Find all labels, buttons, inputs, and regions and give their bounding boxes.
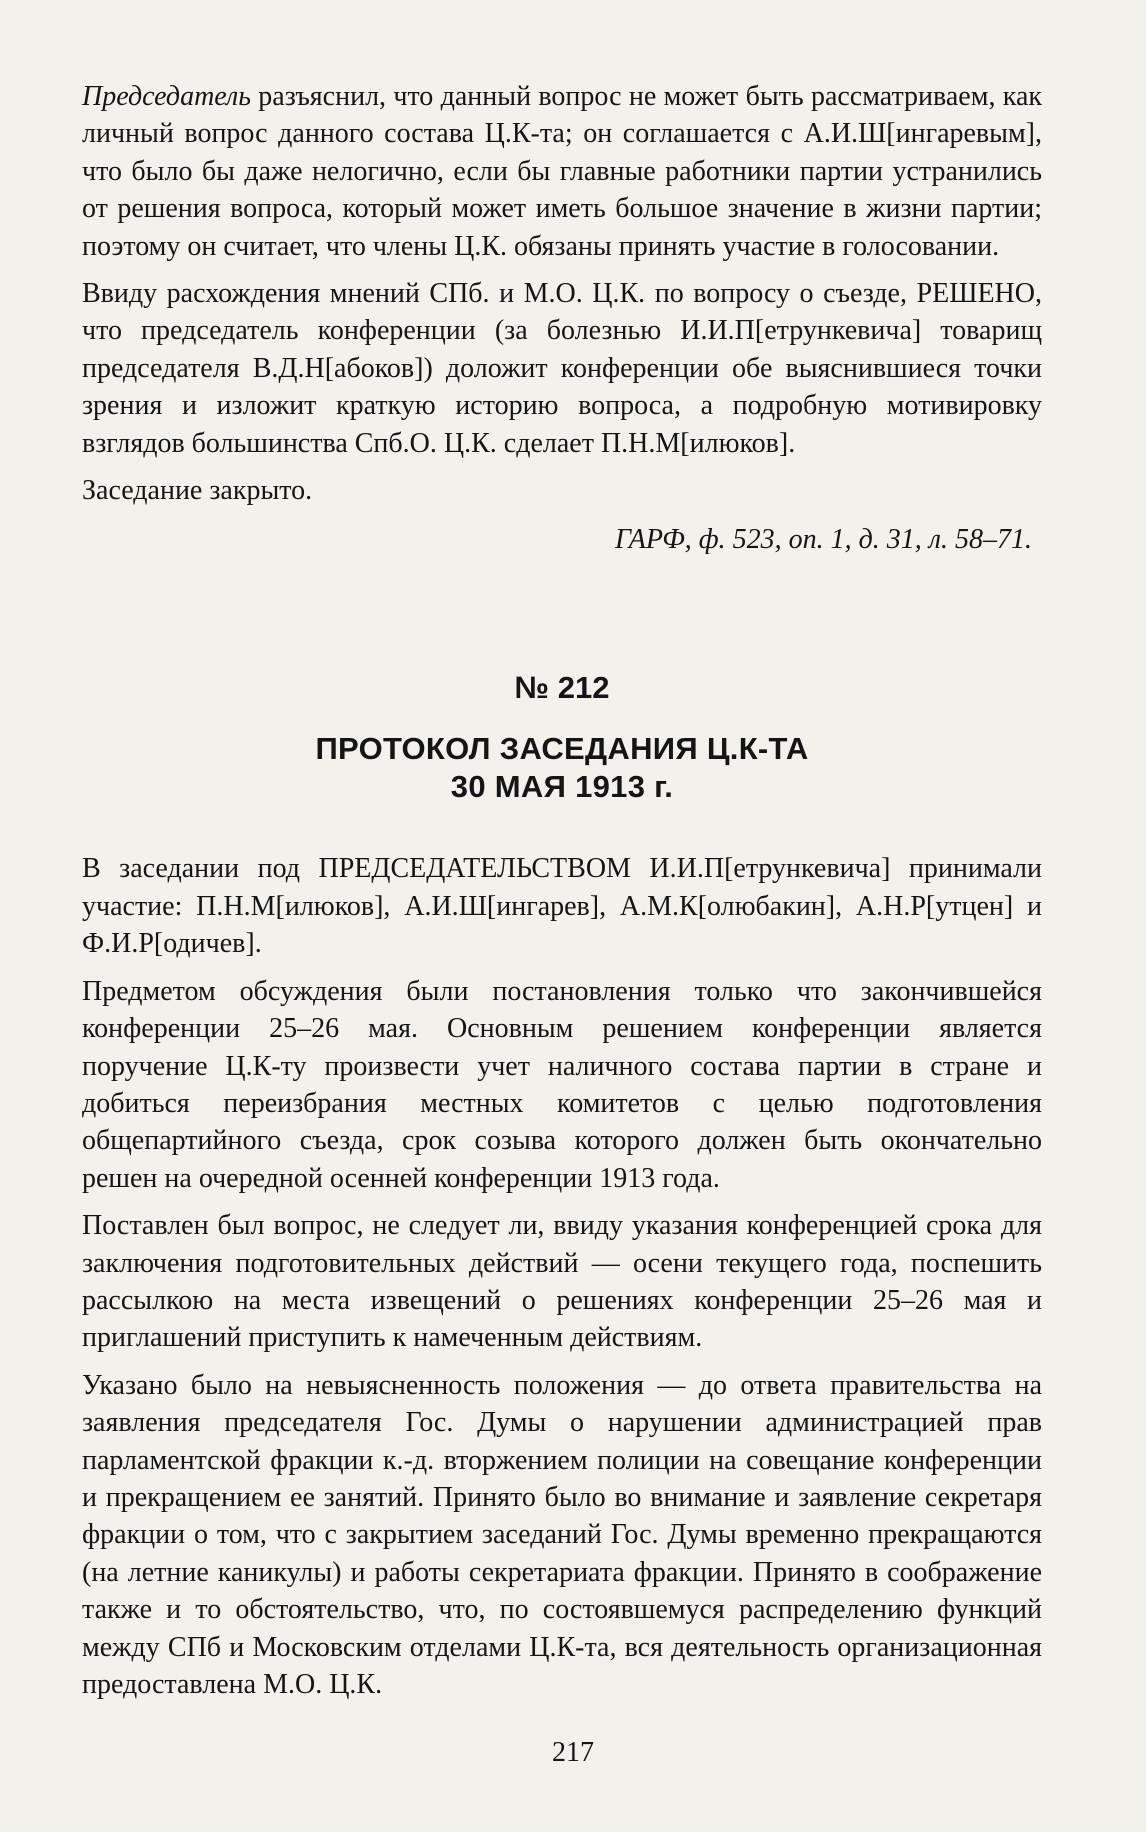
paragraph-text: разъяснил, что данный вопрос не может быть рассматриваем, как личный вопрос данного состава Ц.К-та; он соглашается с А.И.Ш[ингаревым], что было бы даже нелогично, если бы главные работники партии устранились от решения вопроса, который может иметь большое значение в жизни партии; поэтому он считает, что члены Ц.К. обязаны принять участие в голосовании.	[82, 81, 1042, 262]
document-number: № 212	[514, 670, 610, 706]
speaker-name: Председатель	[82, 81, 251, 112]
archive-source-reference: ГАРФ, ф. 523, оп. 1, д. 31, л. 58–71.	[614, 524, 1032, 556]
paragraph-uncertainty	[82, 1367, 1042, 1704]
paragraph-question-raised	[82, 1207, 1042, 1357]
paragraph-text: В заседании под ПРЕДСЕДАТЕЛЬСТВОМ И.И.П[етрункевича] принимали участие: П.Н.М[илюков], А.И.Ш[ингарев], А.М.К[олюбакин], А.Н.Р[утцен] и Ф.И.Р[одичев].	[82, 853, 1042, 960]
paragraph-text: Заседание закрыто.	[82, 475, 313, 507]
paragraph-discussion-subject	[82, 973, 1042, 1197]
page-number: 217	[552, 1737, 594, 1768]
paragraph-meeting-closed	[82, 472, 1042, 509]
paragraph-chairman	[82, 78, 1042, 265]
document-title-line-2: 30 МАЯ 1913 г.	[450, 769, 674, 805]
document-page	[82, 78, 1042, 1703]
paragraph-text: Ввиду расхождения мнений СПб. и М.О. Ц.К. по вопросу о съезде, РЕШЕНО, что председатель конференции (за болезнью И.И.П[етрункевича] товарищ председателя В.Д.Н[абоков]) доложит конференции обе выяснившиеся точки зрения и изложит краткую историю вопроса, а подробную мотивировку взглядов большинства Спб.О. Ц.К. сделает П.Н.М[илюков].	[82, 278, 1042, 459]
document-title	[82, 730, 1042, 806]
paragraph-congress-decision	[82, 275, 1042, 462]
paragraph-text: Поставлен был вопрос, не следует ли, ввиду указания конференцией срока для заключения подготовительных действий — осени текущего года, поспешить рассылкою на места извещений о решениях конференции 25–26 мая и приглашений приступить к намеченным действиям.	[82, 1210, 1042, 1354]
document-title-line-1: ПРОТОКОЛ ЗАСЕДАНИЯ Ц.К-ТА	[315, 731, 809, 767]
paragraph-attendees	[82, 850, 1042, 962]
paragraph-text: Предметом обсуждения были постановления только что закончившейся конференции 25–26 мая. Основным решением конференции является поручение Ц.К-ту произвести учет наличного состава партии в стране и добиться переизбрания местных комитетов с целью подготовления общепартийного съезда, срок созыва которого должен быть окончательно решен на очередной осенней конференции 1913 года.	[82, 975, 1042, 1194]
paragraph-text: Указано было на невыясненность положения — до ответа правительства на заявления председателя Гос. Думы о нарушении администрацией прав парламентской фракции к.-д. вторжением полиции на совещание конференции и прекращением ее занятий. Принято было во внимание и заявление секретаря фракции о том, что с закрытием заседаний Гос. Думы временно прекращаются (на летние каникулы) и работы секретариата фракции. Принято в соображение также и то обстоятельство, что, по состоявшемуся распределению функций между СПб и Московским отделами Ц.К-та, вся деятельность организационная предоставлена М.О. Ц.К.	[82, 1369, 1042, 1700]
